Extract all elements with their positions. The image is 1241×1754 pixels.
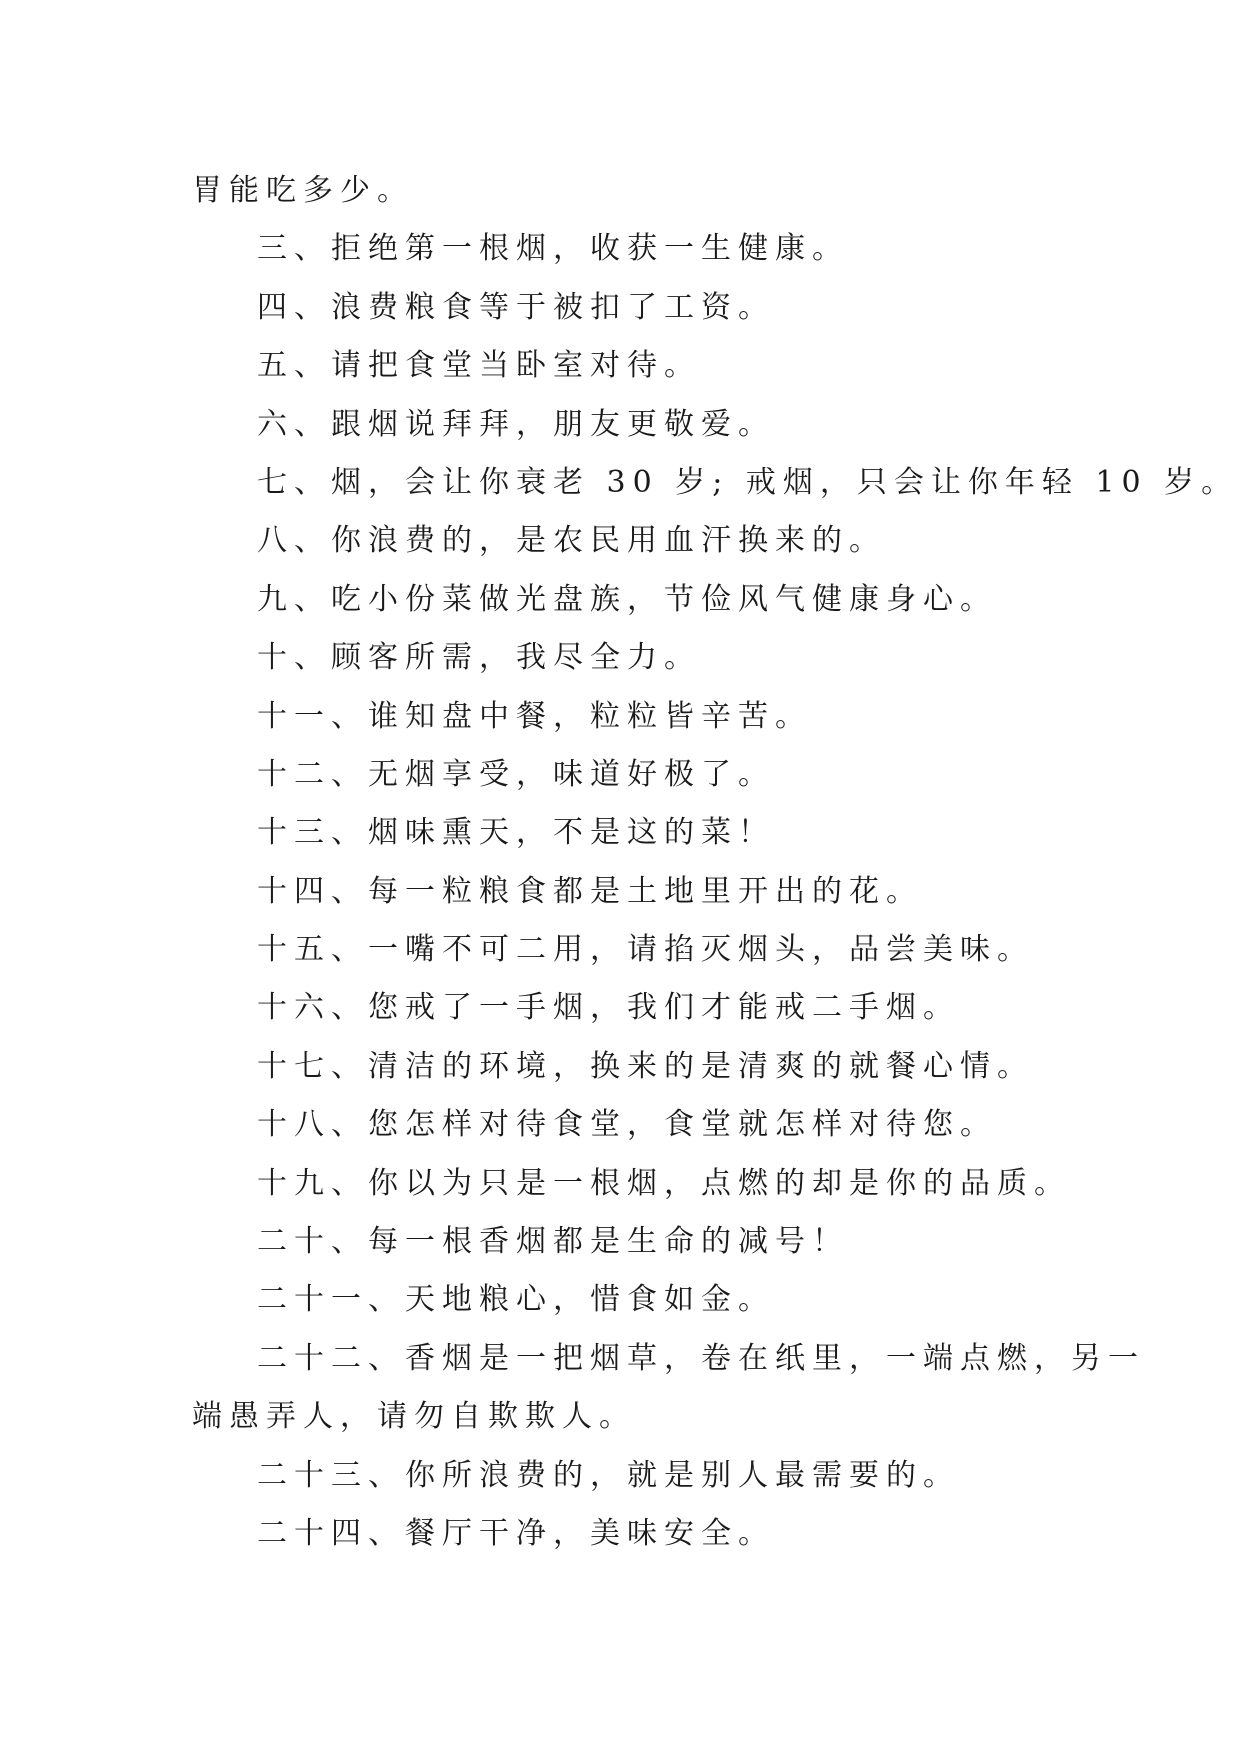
paragraph-line: 九、吃小份菜做光盘族，节俭风气健康身心。: [257, 581, 997, 617]
paragraph-line: 三、拒绝第一根烟，收获一生健康。: [257, 231, 849, 267]
paragraph-line: 十八、您怎样对待食堂，食堂就怎样对待您。: [257, 1107, 997, 1143]
paragraph-line: 十、顾客所需，我尽全力。: [257, 640, 701, 676]
paragraph-line: 十一、谁知盘中餐，粒粒皆辛苦。: [257, 698, 812, 734]
paragraph-line: 十七、清洁的环境，换来的是清爽的就餐心情。: [257, 1048, 1034, 1084]
slogan-list: [192, 162, 1239, 1563]
paragraph-line: 二十一、天地粮心，惜食如金。: [257, 1282, 775, 1318]
paragraph-line: 二十、每一根香烟都是生命的减号！: [257, 1224, 849, 1260]
paragraph-line: 二十四、餐厅干净，美味安全。: [257, 1515, 775, 1551]
paragraph-line: 十二、无烟享受，味道好极了。: [257, 756, 775, 792]
paragraph-line: 四、浪费粮食等于被扣了工资。: [257, 289, 775, 325]
paragraph-line: 十六、您戒了一手烟，我们才能戒二手烟。: [257, 990, 960, 1026]
paragraph-line: 十三、烟味熏天，不是这的菜！: [257, 815, 775, 851]
paragraph-line: 八、你浪费的，是农民用血汗换来的。: [257, 523, 886, 559]
paragraph-line: 十四、每一粒粮食都是土地里开出的花。: [257, 873, 923, 909]
paragraph-line: 胃能吃多少。: [192, 173, 414, 208]
paragraph-line: 十九、你以为只是一根烟，点燃的却是你的品质。: [257, 1165, 1071, 1201]
paragraph-line: 五、请把食堂当卧室对待。: [257, 348, 701, 384]
paragraph-line: 二十二、香烟是一把烟草，卷在纸里，一端点燃，另一: [257, 1340, 1145, 1376]
paragraph-line: 十五、一嘴不可二用，请掐灭烟头，品尝美味。: [257, 932, 1034, 968]
paragraph-line: 端愚弄人，请勿自欺欺人。: [192, 1399, 636, 1435]
paragraph-line: 六、跟烟说拜拜，朋友更敬爱。: [257, 406, 775, 442]
paragraph-line: 七、烟，会让你衰老 30 岁; 戒烟，只会让你年轻 10 岁。: [257, 464, 1239, 500]
paragraph-line: 二十三、你所浪费的，就是别人最需要的。: [257, 1457, 960, 1493]
